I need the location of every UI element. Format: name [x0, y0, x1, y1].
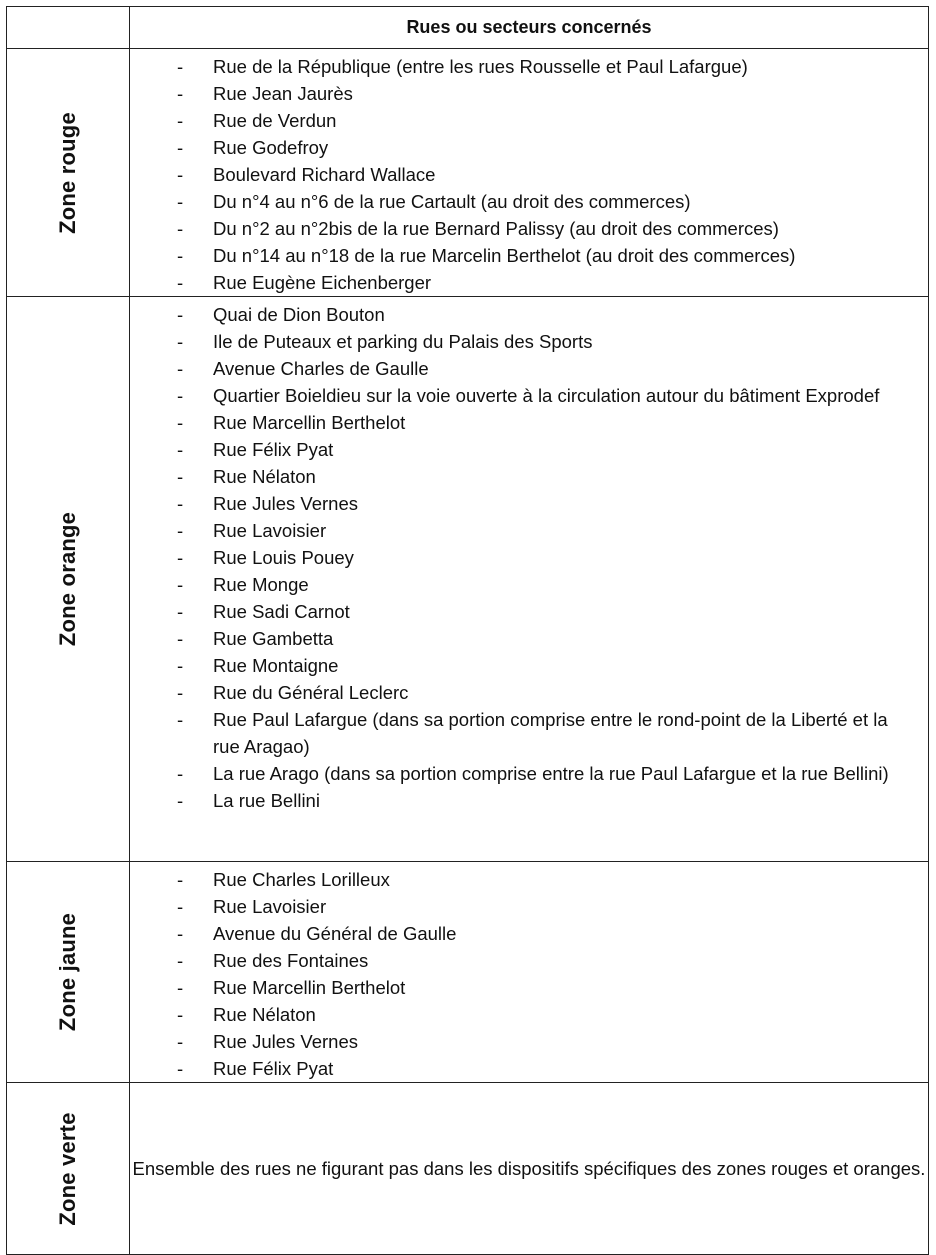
street-name: Rue Godefroy — [213, 137, 329, 158]
bullet-dash: - — [177, 218, 184, 239]
streets-cell-jaune — [130, 862, 929, 1083]
street-list-rouge — [130, 49, 928, 296]
street-item — [130, 107, 908, 134]
street-name: La rue Bellini — [213, 790, 320, 811]
street-name: Rue Lavoisier — [213, 520, 327, 541]
bullet-dash: - — [177, 520, 184, 541]
street-name: Rue des Fontaines — [213, 950, 369, 971]
bullet-dash: - — [177, 358, 184, 379]
streets-header-cell: Rues ou secteurs concernés — [130, 7, 929, 49]
street-item — [130, 652, 908, 679]
bullet-dash: - — [177, 1058, 184, 1079]
bullet-dash: - — [177, 412, 184, 433]
street-name: Rue Félix Pyat — [213, 1058, 334, 1079]
street-name: Rue Sadi Carnot — [213, 601, 350, 622]
zone-header-cell — [7, 7, 130, 49]
zone-verte-description: Ensemble des rues ne figurant pas dans les dispositifs spécifiques des zones rouges et oranges. — [130, 1083, 929, 1255]
street-item — [130, 706, 908, 760]
street-item — [130, 436, 908, 463]
street-item — [130, 625, 908, 652]
street-name: La rue Arago (dans sa portion comprise entre la rue Paul Lafargue et la rue Bellini) — [213, 763, 889, 784]
street-item — [130, 242, 908, 269]
bullet-dash: - — [177, 56, 184, 77]
streets-cell-orange — [130, 297, 929, 862]
street-name: Rue Félix Pyat — [213, 439, 334, 460]
street-item — [130, 1001, 908, 1028]
zone-label-cell-rouge — [7, 49, 130, 297]
street-name: Rue Marcellin Berthelot — [213, 412, 406, 433]
street-name: Rue Monge — [213, 574, 309, 595]
zone-row-jaune — [7, 862, 929, 1083]
bullet-dash: - — [177, 896, 184, 917]
street-name: Rue de la République (entre les rues Rousselle et Paul Lafargue) — [213, 56, 748, 77]
street-list-jaune — [130, 862, 928, 1082]
bullet-dash: - — [177, 601, 184, 622]
street-item — [130, 161, 908, 188]
street-name: Rue Nélaton — [213, 1004, 316, 1025]
street-item — [130, 517, 908, 544]
street-item — [130, 947, 908, 974]
street-item — [130, 760, 908, 787]
street-item — [130, 409, 908, 436]
streets-cell-rouge — [130, 49, 929, 297]
bullet-dash: - — [177, 1004, 184, 1025]
street-name: Rue Jules Vernes — [213, 493, 359, 514]
bullet-dash: - — [177, 466, 184, 487]
street-item — [130, 893, 908, 920]
street-item — [130, 80, 908, 107]
zone-label-jaune: Zone jaune — [55, 912, 80, 1032]
street-name: Quai de Dion Bouton — [213, 304, 385, 325]
zone-label-rouge: Zone rouge — [55, 111, 80, 234]
street-item — [130, 1028, 908, 1055]
zones-table — [6, 6, 929, 1255]
zone-row-rouge — [7, 49, 929, 297]
bullet-dash: - — [177, 655, 184, 676]
street-name: Avenue Charles de Gaulle — [213, 358, 429, 379]
street-item — [130, 328, 908, 355]
bullet-dash: - — [177, 110, 184, 131]
bullet-dash: - — [177, 628, 184, 649]
street-name: Rue de Verdun — [213, 110, 337, 131]
street-name: Quartier Boieldieu sur la voie ouverte à la circulation autour du bâtiment Exprodef — [213, 385, 880, 406]
street-name: Rue Jean Jaurès — [213, 83, 353, 104]
street-item — [130, 301, 908, 328]
street-item — [130, 920, 908, 947]
street-name: Boulevard Richard Wallace — [213, 164, 436, 185]
street-item — [130, 463, 908, 490]
street-item — [130, 787, 908, 814]
bullet-dash: - — [177, 331, 184, 352]
zone-label-cell-orange — [7, 297, 130, 862]
bullet-dash: - — [177, 83, 184, 104]
street-item — [130, 974, 908, 1001]
bullet-dash: - — [177, 137, 184, 158]
bullet-dash: - — [177, 164, 184, 185]
bullet-dash: - — [177, 493, 184, 514]
street-item — [130, 866, 908, 893]
bullet-dash: - — [177, 245, 184, 266]
bullet-dash: - — [177, 763, 184, 784]
street-name: Rue du Général Leclerc — [213, 682, 409, 703]
street-name: Du n°4 au n°6 de la rue Cartault (au droit des commerces) — [213, 191, 691, 212]
street-item — [130, 355, 908, 382]
street-name: Rue Nélaton — [213, 466, 316, 487]
zone-label-cell-jaune — [7, 862, 130, 1083]
bullet-dash: - — [177, 790, 184, 811]
bullet-dash: - — [177, 869, 184, 890]
street-name: Rue Lavoisier — [213, 896, 327, 917]
street-name: Rue Montaigne — [213, 655, 339, 676]
street-item — [130, 53, 908, 80]
zone-label-verte: Zone verte — [55, 1111, 80, 1226]
bullet-dash: - — [177, 272, 184, 293]
street-name: Rue Charles Lorilleux — [213, 869, 390, 890]
street-item — [130, 544, 908, 571]
bullet-dash: - — [177, 1031, 184, 1052]
bullet-dash: - — [177, 709, 184, 730]
bullet-dash: - — [177, 682, 184, 703]
bullet-dash: - — [177, 191, 184, 212]
bullet-dash: - — [177, 385, 184, 406]
street-item — [130, 382, 908, 409]
street-name: Rue Paul Lafargue (dans sa portion comprise entre le rond-point de la Liberté et la rue Aragao) — [213, 709, 888, 757]
street-name: Avenue du Général de Gaulle — [213, 923, 457, 944]
street-name: Rue Jules Vernes — [213, 1031, 359, 1052]
bullet-dash: - — [177, 977, 184, 998]
street-item — [130, 1055, 908, 1082]
street-item — [130, 571, 908, 598]
street-name: Rue Marcellin Berthelot — [213, 977, 406, 998]
street-name: Rue Louis Pouey — [213, 547, 354, 568]
street-name: Du n°14 au n°18 de la rue Marcelin Berthelot (au droit des commerces) — [213, 245, 796, 266]
street-name: Du n°2 au n°2bis de la rue Bernard Palissy (au droit des commerces) — [213, 218, 779, 239]
street-list-orange — [130, 297, 928, 814]
street-item — [130, 679, 908, 706]
street-item — [130, 490, 908, 517]
bullet-dash: - — [177, 574, 184, 595]
zone-row-verte — [7, 1083, 929, 1255]
street-name: Ile de Puteaux et parking du Palais des Sports — [213, 331, 593, 352]
bullet-dash: - — [177, 923, 184, 944]
street-item — [130, 134, 908, 161]
header-row — [7, 7, 929, 49]
street-item — [130, 598, 908, 625]
street-item — [130, 269, 908, 296]
bullet-dash: - — [177, 304, 184, 325]
bullet-dash: - — [177, 950, 184, 971]
street-item — [130, 215, 908, 242]
zone-label-orange: Zone orange — [55, 511, 80, 647]
zone-label-cell-verte — [7, 1083, 130, 1255]
street-name: Rue Gambetta — [213, 628, 334, 649]
zone-row-orange — [7, 297, 929, 862]
bullet-dash: - — [177, 439, 184, 460]
street-name: Rue Eugène Eichenberger — [213, 272, 432, 293]
street-item — [130, 188, 908, 215]
bullet-dash: - — [177, 547, 184, 568]
